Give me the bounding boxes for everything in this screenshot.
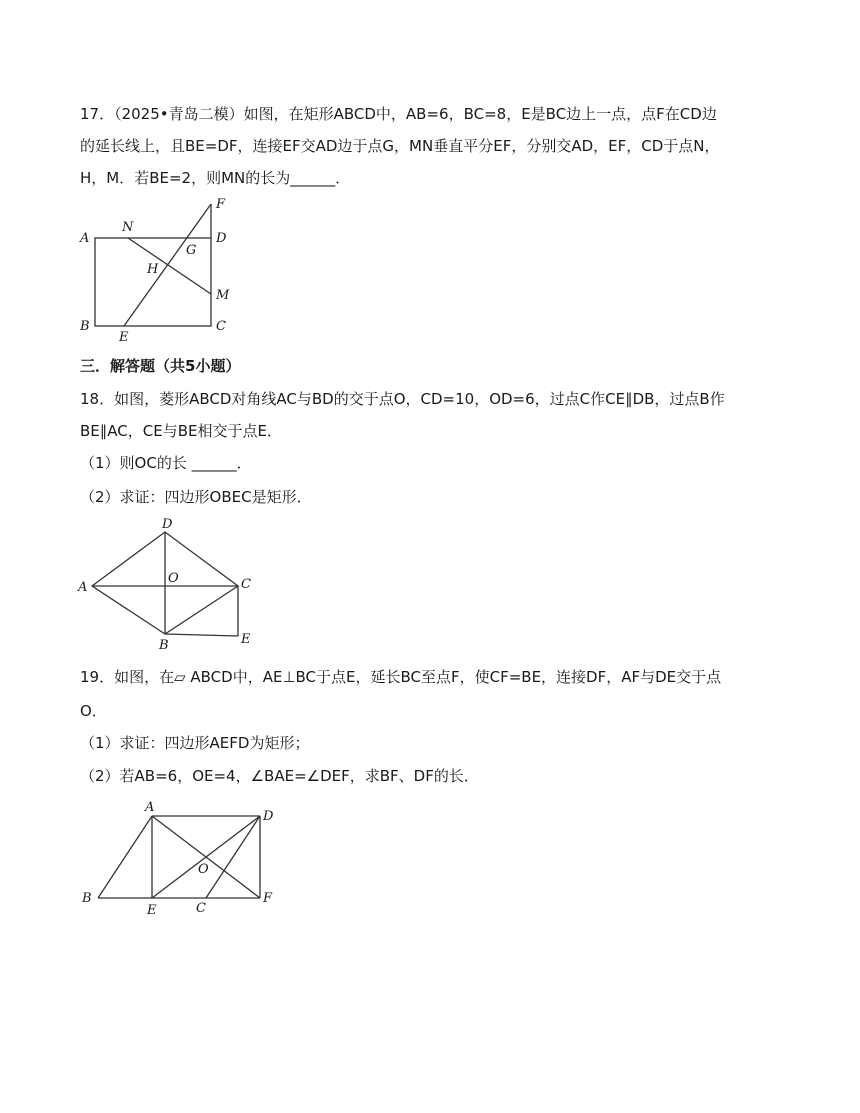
q17-line-1: 17．（2025•青岛二模）如图，在矩形ABCD中，AB=6，BC=8，E是BC边上一点，点F在CD边: [80, 105, 717, 123]
section-title: 三．解答题（共5小题）: [80, 357, 241, 375]
segment-dc: [206, 816, 260, 898]
label-g: G: [186, 243, 197, 258]
label-h: H: [147, 262, 159, 277]
label-m: M: [216, 288, 230, 303]
q17-line-3: H，M．若BE=2，则MN的长为______．: [80, 169, 351, 187]
q18-figure: [76, 512, 266, 652]
label-e: E: [241, 632, 251, 647]
label-d: D: [162, 517, 173, 532]
q19-line-2: O．: [80, 702, 107, 720]
q19-figure: [78, 794, 288, 919]
label-c: C: [241, 577, 251, 592]
label-a: A: [80, 231, 90, 246]
label-o: O: [168, 571, 179, 586]
segment-nm: [128, 238, 211, 294]
label-b: B: [82, 891, 92, 906]
q19-part-1: （1）求证：四边形AEFD为矩形；: [80, 734, 310, 752]
segment-be: [165, 634, 238, 636]
label-c: C: [216, 319, 226, 334]
label-f: F: [263, 891, 273, 906]
label-d: D: [263, 809, 274, 824]
label-o: O: [198, 862, 209, 877]
q18-part-2: （2）求证：四边形OBEC是矩形．: [80, 488, 312, 506]
label-e: E: [147, 903, 157, 918]
label-e: E: [119, 330, 129, 345]
q18-part-1: （1）则OC的长 ______．: [80, 454, 252, 472]
segment-ab: [98, 816, 152, 898]
q17-line-2: 的延长线上，且BE=DF，连接EF交AD边于点G，MN垂直平分EF，分别交AD，EF，CD于点N，: [80, 137, 720, 155]
label-a: A: [145, 800, 155, 815]
q19-line-1: 19．如图，在▱ ABCD中，AE⊥BC于点E，延长BC至点F，使CF=BE，连接DF，AF与DE交于点: [80, 668, 722, 686]
label-b: B: [80, 319, 90, 334]
label-b: B: [159, 638, 169, 653]
q18-line-1: 18．如图，菱形ABCD对角线AC与BD的交于点O，CD=10，OD=6，过点C作CE∥DB，过点B作: [80, 390, 725, 408]
label-c: C: [196, 901, 206, 916]
label-d: D: [216, 231, 227, 246]
label-f: F: [216, 197, 226, 212]
q17-figure: [78, 196, 238, 346]
label-a: A: [78, 580, 88, 595]
q19-part-2: （2）若AB=6，OE=4，∠BAE=∠DEF，求BF、DF的长．: [80, 767, 479, 785]
label-n: N: [122, 220, 134, 235]
q18-line-2: BE∥AC，CE与BE相交于点E．: [80, 422, 282, 440]
